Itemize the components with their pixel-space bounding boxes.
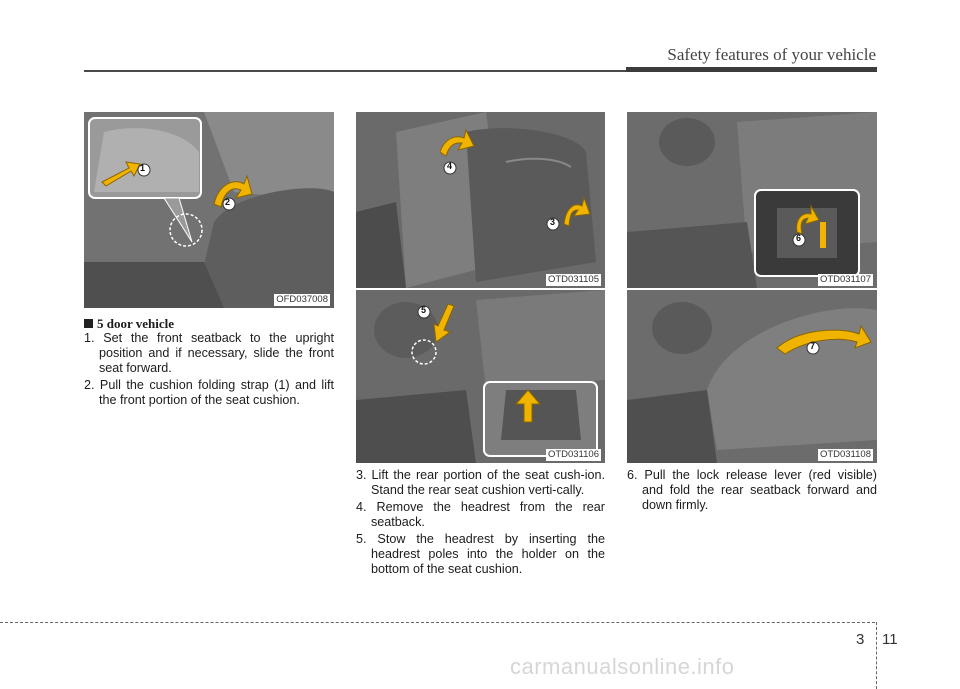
header-rule-accent <box>626 67 877 72</box>
figure-code: OTD031105 <box>547 274 599 285</box>
figure-code: OFD037008 <box>276 294 328 305</box>
footer-divider <box>876 622 877 689</box>
figure-lock-release-lever <box>627 112 877 288</box>
column-3-text <box>627 468 877 515</box>
figure-code: OTD031108 <box>819 449 871 460</box>
figure-fold-seatback <box>627 290 877 463</box>
step-4: 4. Remove the headrest from the rear seatback. <box>356 500 605 529</box>
step-3: 3. Lift the rear portion of the seat cush-ion. Stand the rear seat cushion verti-cally. <box>356 468 605 497</box>
callout-7: 7 <box>810 341 816 351</box>
callout-2: 2 <box>225 197 231 207</box>
step-6: 6. Pull the lock release lever (red visible) and fold the rear seatback forward and down firmly. <box>627 468 877 512</box>
section-number: 3 <box>856 631 865 648</box>
figure-lift-rear-cushion <box>356 112 605 288</box>
square-bullet-icon <box>84 319 93 328</box>
figure-seat-cushion-strap <box>84 112 334 308</box>
section-heading: 5 door vehicle <box>84 316 334 331</box>
page-number: 11 <box>882 631 898 648</box>
figure-code: OTD031106 <box>547 449 599 460</box>
footer-rule <box>0 622 875 623</box>
callout-6: 6 <box>796 233 802 243</box>
callout-4: 4 <box>447 161 453 171</box>
figure-code: OTD031107 <box>819 274 871 285</box>
callout-3: 3 <box>550 217 556 227</box>
watermark: carmanualsonline.info <box>510 654 735 679</box>
callout-1: 1 <box>140 163 146 173</box>
step-5: 5. Stow the headrest by inserting the headrest poles into the holder on the bottom of the seat cushion. <box>356 532 605 576</box>
callout-5: 5 <box>421 305 427 315</box>
figure-stow-headrest <box>356 290 605 463</box>
column-2-text <box>356 468 605 579</box>
running-header-title: Safety features of your vehicle <box>667 45 876 64</box>
step-1: 1. Set the front seatback to the upright position and if necessary, slide the front seat forward. <box>84 331 334 375</box>
step-2: 2. Pull the cushion folding strap (1) and lift the front portion of the seat cushion. <box>84 378 334 407</box>
column-1-text <box>84 316 334 410</box>
